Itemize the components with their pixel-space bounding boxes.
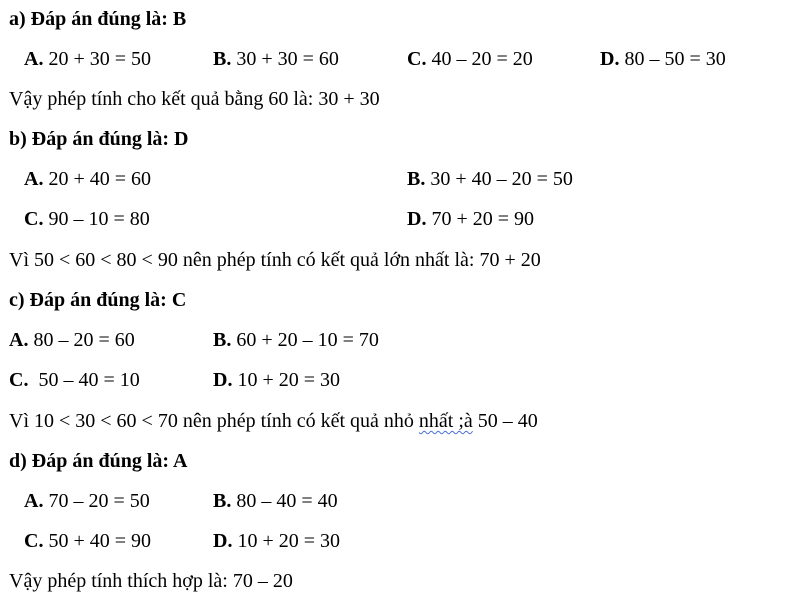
option-c-c: C. 50 – 40 = 10	[9, 369, 140, 391]
option-c-a: A. 80 – 20 = 60	[9, 329, 135, 351]
spelling-flag: nhất ;à	[418, 410, 473, 432]
section-b-conclusion: Vì 50 < 60 < 80 < 90 nên phép tính có kết quả lớn nhất là: 70 + 20	[9, 249, 541, 271]
section-a-heading: a) Đáp án đúng là: B	[9, 8, 187, 30]
section-c-conclusion: Vì 10 < 30 < 60 < 70 nên phép tính có kết quả nhỏ nhất ;à 50 – 40	[9, 410, 538, 432]
option-a-a: A. 20 + 30 = 50	[24, 48, 152, 70]
section-d-conclusion: Vậy phép tính thích hợp là: 70 – 20	[9, 570, 293, 592]
section-b-heading: b) Đáp án đúng là: D	[9, 128, 189, 150]
option-c-d: D. 10 + 20 = 30	[213, 369, 341, 391]
option-a-b: B. 30 + 30 = 60	[213, 48, 339, 70]
option-b-d: D. 70 + 20 = 90	[407, 208, 535, 230]
option-b-a: A. 20 + 40 = 60	[24, 168, 152, 190]
option-d-d: D. 10 + 20 = 30	[213, 530, 341, 552]
option-a-c: C. 40 – 20 = 20	[407, 48, 533, 70]
option-b-b: B. 30 + 40 – 20 = 50	[407, 168, 573, 190]
section-d-heading: d) Đáp án đúng là: A	[9, 450, 188, 472]
section-a-conclusion: Vậy phép tính cho kết quả bằng 60 là: 30 + 30	[9, 88, 380, 110]
option-c-b: B. 60 + 20 – 10 = 70	[213, 329, 379, 351]
option-b-c: C. 90 – 10 = 80	[24, 208, 150, 230]
option-d-c: C. 50 + 40 = 90	[24, 530, 152, 552]
option-d-a: A. 70 – 20 = 50	[24, 490, 150, 512]
section-c-heading: c) Đáp án đúng là: C	[9, 289, 187, 311]
option-d-b: B. 80 – 40 = 40	[213, 490, 338, 512]
option-a-d: D. 80 – 50 = 30	[600, 48, 726, 70]
